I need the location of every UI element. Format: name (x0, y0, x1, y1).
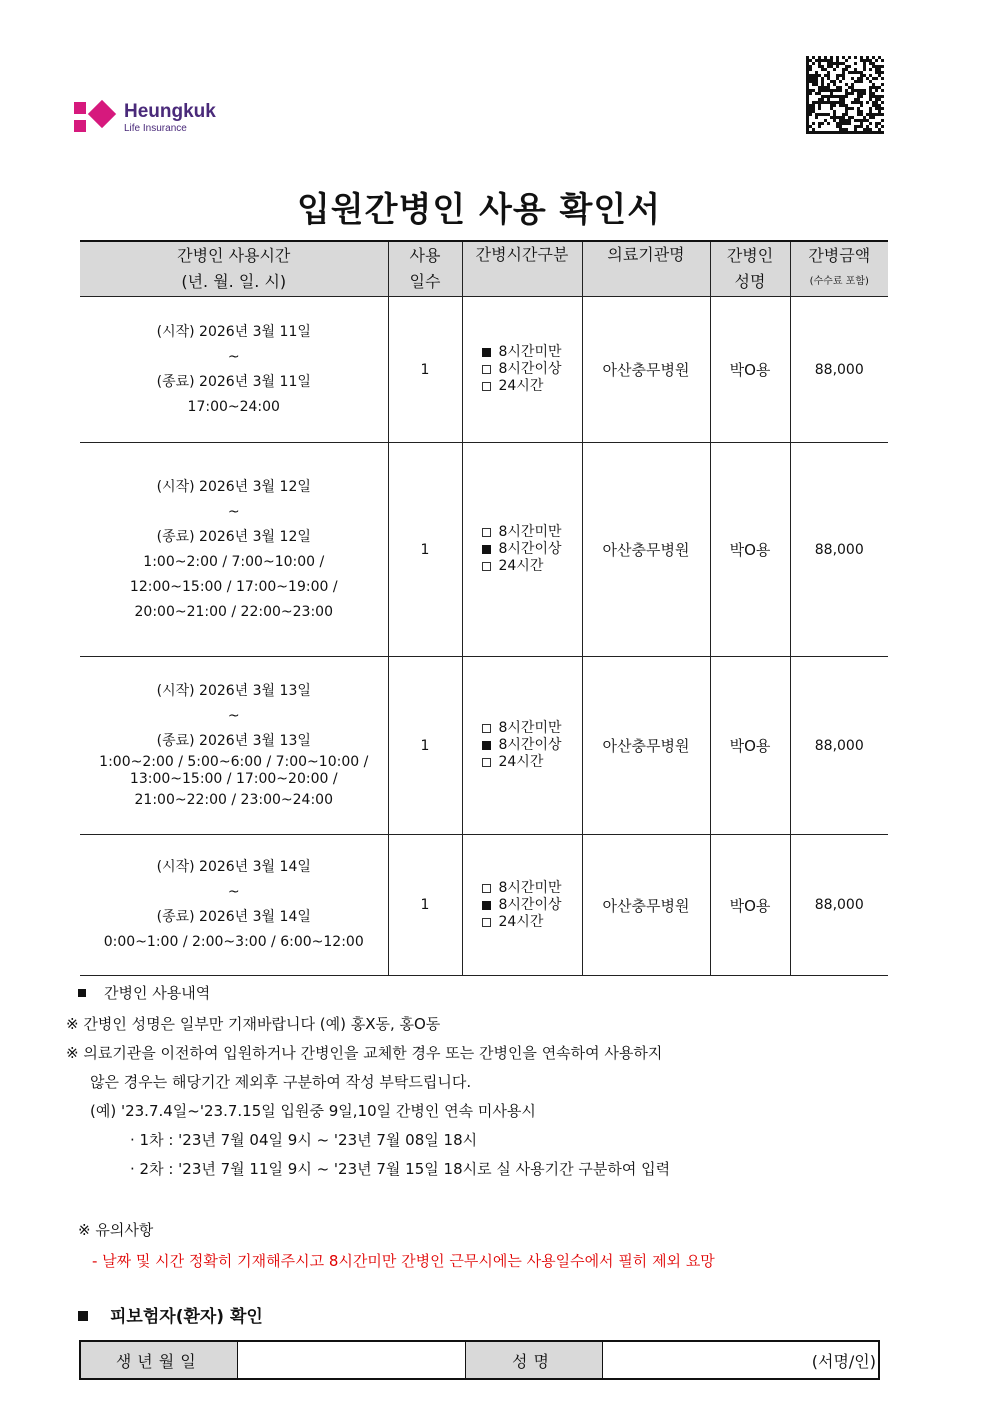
checkbox-icon[interactable] (482, 528, 491, 537)
caregiver-name: 박O용 (710, 657, 790, 835)
birth-date-label: 생년월일 (80, 1341, 237, 1379)
usage-period: (시작) 2026년 3월 11일 ~ (종료) 2026년 3월 11일 17:00~24:00 (80, 297, 388, 443)
hospital-name: 아산충무병원 (582, 657, 710, 835)
usage-days: 1 (388, 443, 462, 657)
caregiver-name: 박O용 (710, 835, 790, 976)
usage-days: 1 (388, 297, 462, 443)
table-header-row (80, 241, 888, 297)
checkbox-icon[interactable] (482, 901, 491, 910)
note-line: 않은 경우는 해당기간 제외후 구분하여 작성 부탁드립니다. (90, 1073, 472, 1091)
data-matrix-code-icon (806, 56, 884, 134)
caregiver-name: 박O용 (710, 443, 790, 657)
header-days: 사용 일수 (388, 241, 462, 297)
care-time-type: 8시간미만 8시간이상 24시간 (462, 443, 582, 657)
insured-confirm-table (79, 1340, 880, 1380)
table-row (80, 297, 888, 443)
note-line: ※ 의료기관을 이전하여 입원하거나 간병인을 교체한 경우 또는 간병인을 연속하여 사용하지 (66, 1044, 663, 1062)
header-period: 간병인 사용시간 (년. 월. 일. 시) (80, 241, 388, 297)
hospital-name: 아산충무병원 (582, 443, 710, 657)
checkbox-icon[interactable] (482, 724, 491, 733)
table-row (80, 835, 888, 976)
caution-text: - 날짜 및 시간 정확히 기재해주시고 8시간미만 간병인 근무시에는 사용일수에서 필히 제외 요망 (92, 1252, 715, 1270)
checkbox-icon[interactable] (482, 382, 491, 391)
care-amount: 88,000 (790, 835, 888, 976)
usage-days: 1 (388, 657, 462, 835)
care-amount: 88,000 (790, 297, 888, 443)
logo-mark-icon (74, 100, 122, 136)
note-line: ※ 간병인 성명은 일부만 기재바랍니다 (예) 홍X동, 홍O동 (66, 1015, 441, 1033)
care-time-type: 8시간미만 8시간이상 24시간 (462, 297, 582, 443)
checkbox-icon[interactable] (482, 348, 491, 357)
name-label: 성명 (465, 1341, 602, 1379)
care-time-type: 8시간미만 8시간이상 24시간 (462, 835, 582, 976)
header-caregiver: 간병인 성명 (710, 241, 790, 297)
birth-date-field[interactable] (237, 1341, 465, 1379)
usage-period: (시작) 2026년 3월 12일 ~ (종료) 2026년 3월 12일 1:00~2:00 / 7:00~10:00 / 12:00~15:00 / 17:00~19:00 / 20:00~21:00 / 22:00~23:00 (80, 443, 388, 657)
checkbox-icon[interactable] (482, 741, 491, 750)
logo-subtitle: Life Insurance (124, 123, 187, 134)
header-amount: 간병금액 (수수료 포함) (790, 241, 888, 297)
care-amount: 88,000 (790, 443, 888, 657)
checkbox-icon[interactable] (482, 545, 491, 554)
checkbox-icon[interactable] (482, 562, 491, 571)
notes-heading: 간병인 사용내역 (78, 982, 210, 1003)
logo-name: Heungkuk (124, 101, 216, 122)
signature-hint: (서명/인) (811, 1351, 876, 1371)
square-bullet-icon (78, 1311, 88, 1321)
table-row (80, 1341, 879, 1379)
caregiver-usage-table (80, 240, 888, 976)
document-title: 입원간병인 사용 확인서 (296, 190, 662, 230)
name-signature-field[interactable] (602, 1341, 879, 1379)
table-row (80, 657, 888, 835)
caution-title: ※ 유의사항 (78, 1221, 154, 1239)
note-line: · 2차 : '23년 7월 11일 9시 ~ '23년 7월 15일 18시로 실 사용기간 구분하여 입력 (130, 1160, 671, 1178)
care-amount: 88,000 (790, 657, 888, 835)
heungkuk-logo (74, 100, 216, 136)
usage-period: (시작) 2026년 3월 14일 ~ (종료) 2026년 3월 14일 0:00~1:00 / 2:00~3:00 / 6:00~12:00 (80, 835, 388, 976)
checkbox-icon[interactable] (482, 884, 491, 893)
header-type: 간병시간구분 (462, 241, 582, 297)
hospital-name: 아산충무병원 (582, 835, 710, 976)
usage-days: 1 (388, 835, 462, 976)
note-line: · 1차 : '23년 7월 04일 9시 ~ '23년 7월 08일 18시 (130, 1131, 478, 1149)
checkbox-icon[interactable] (482, 365, 491, 374)
checkbox-icon[interactable] (482, 918, 491, 927)
table-row (80, 443, 888, 657)
header-hospital: 의료기관명 (582, 241, 710, 297)
care-time-type: 8시간미만 8시간이상 24시간 (462, 657, 582, 835)
insured-confirm-title: 피보험자(환자) 확인 (78, 1302, 263, 1327)
usage-period: (시작) 2026년 3월 13일 ~ (종료) 2026년 3월 13일 1:00~2:00 / 5:00~6:00 / 7:00~10:00 / 13:00~15:00 / 17:00~20:00 / 21:00~22:00 / 23:00~24:00 (80, 657, 388, 835)
square-bullet-icon (78, 989, 86, 997)
hospital-name: 아산충무병원 (582, 297, 710, 443)
checkbox-icon[interactable] (482, 758, 491, 767)
caregiver-name: 박O용 (710, 297, 790, 443)
note-line: (예) '23.7.4일~'23.7.15일 입원중 9일,10일 간병인 연속 미사용시 (90, 1102, 536, 1120)
